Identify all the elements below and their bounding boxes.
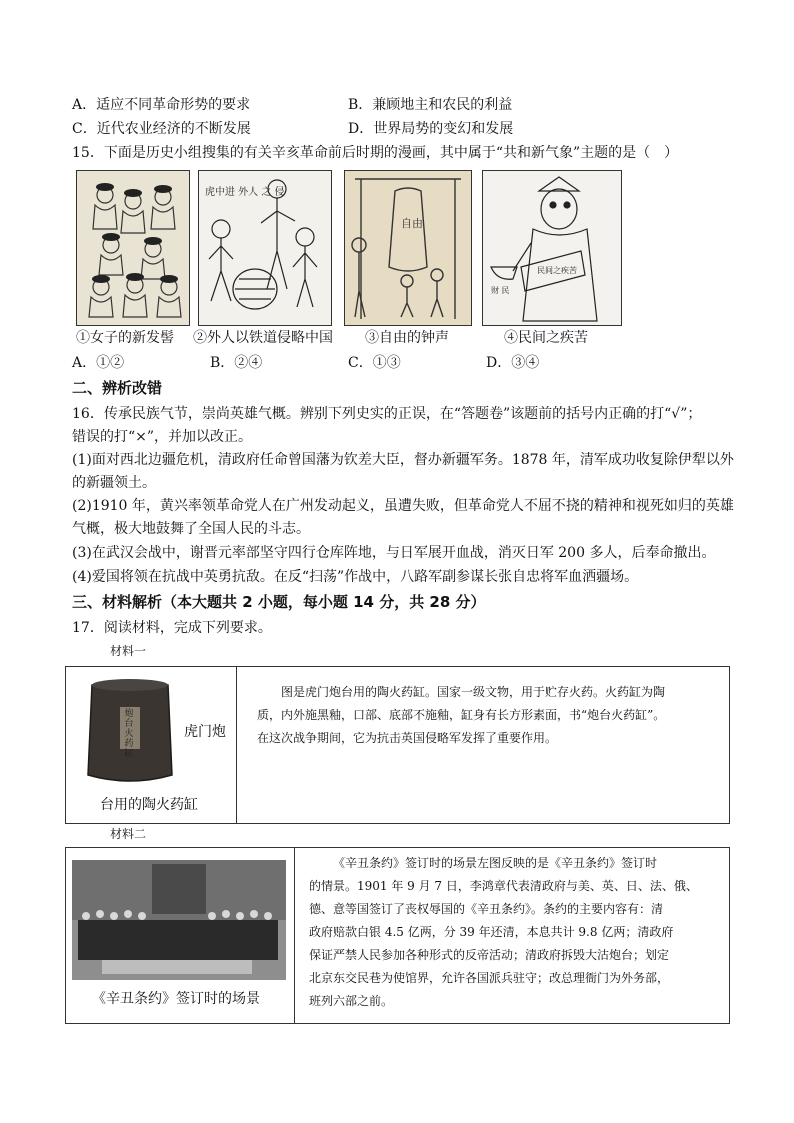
material1-image-side-caption: 虎门炮 [184, 724, 226, 740]
q16-intro-line2: 错误的打“×”，并加以改正。 [72, 429, 253, 445]
material2-table [65, 847, 730, 1024]
q14-option-d: D．世界局势的变幻和发展 [348, 121, 514, 137]
q16-statement3: (3)在武汉会战中，谢晋元率部坚守四行仓库阵地，与日军展开血战，消灭日军 200 多人，后奉命撤出。 [72, 545, 716, 561]
q17-stem: 17．阅读材料，完成下列要求。 [72, 620, 272, 636]
cartoon4-hand-text: 财 民 [491, 286, 510, 295]
section3-title: 三、材料解析（本大题共 2 小题，每小题 14 分，共 28 分） [72, 593, 486, 611]
q14-option-a: A．适应不同革命形势的要求 [72, 97, 251, 113]
q15-option-c: C．①③ [348, 355, 401, 371]
material2-text-line7: 班列六部之前。 [309, 994, 394, 1008]
material2-text-line4: 政府赔款白银 4.5 亿两，分 39 年还清，本息共计 9.8 亿两；清政府 [309, 925, 674, 939]
material2-image-caption: 《辛丑条约》签订时的场景 [92, 991, 260, 1007]
q15-stem: 15．下面是历史小组搜集的有关辛亥革命前后时期的漫画，其中属于“共和新气象”主题的是（ ） [72, 145, 679, 161]
material2-label: 材料二 [110, 827, 147, 841]
material1-label: 材料一 [110, 644, 147, 658]
material2-text-line5: 保证严禁人民参加各种形式的反帝活动；清政府拆毁大沽炮台；划定 [309, 948, 670, 962]
material2-text-line6: 北京东交民巷为使馆界，允许各国派兵驻守；改总理衙门为外务部， [309, 971, 670, 985]
q16-statement4: (4)爱国将领在抗战中英勇抗敌。在反“扫荡”作战中，八路军副参谋长张自忠将军血洒疆场。 [72, 569, 639, 585]
cartoon-women-hairstyles [76, 170, 190, 326]
cartoon-liberty-bell [344, 170, 472, 326]
material1-table [65, 666, 730, 824]
q16-statement2-line2: 气概，极大地鼓舞了全国人民的斗志。 [72, 521, 310, 537]
caption-2: ②外人以铁道侵略中国 [193, 330, 333, 346]
section2-title: 二、辨析改错 [72, 379, 163, 397]
q15-option-d: D．③④ [486, 355, 540, 371]
material1-text-line2: 质，内外施黑釉，口部、底部不施釉，缸身有长方形素面，书“炮台火药缸”。 [257, 708, 666, 722]
material1-image-cell [66, 667, 237, 824]
material2-image-cell [66, 848, 295, 1024]
q16-statement1-line1: (1)面对西北边疆危机，清政府任命曾国藩为钦差大臣，督办新疆军务。1878 年，清军成功收复除伊犁以外 [72, 452, 734, 468]
q15-option-b: B．②④ [210, 355, 263, 371]
treaty-signing-photo [72, 860, 286, 980]
caption-4: ④民间之疾苦 [504, 330, 588, 346]
q16-intro-line1: 16．传承民族气节，崇尚英雄气概。辨别下列史实的正误，在“答题卷”该题前的括号内正确的打“√”； [72, 406, 702, 422]
material1-text-line3: 在这次战争期间，它为抗击英国侵略军发挥了重要作用。 [257, 731, 558, 745]
cartoon-railway-invasion [198, 170, 332, 326]
cartoon2-inscription: 虎中进 外人 之 侵 [205, 187, 285, 198]
material2-text-line2: 的情景。1901 年 9 月 7 日，李鸿章代表清政府与美、英、日、法、俄、 [309, 879, 698, 893]
q15-option-a: A．①② [72, 355, 125, 371]
material1-text-line1: 图是虎门炮台用的陶火药缸。国家一级文物，用于贮存火药。火药缸为陶 [281, 685, 666, 699]
material2-text-cell [295, 848, 730, 1024]
caption-1: ①女子的新发髻 [76, 330, 174, 346]
q14-option-b: B．兼顾地主和农民的利益 [348, 97, 513, 113]
jar-label: 炮台火药缸 [124, 709, 134, 759]
q16-statement1-line2: 的新疆领土。 [72, 475, 156, 491]
cartoon3-bell-text: 自由 [401, 217, 423, 230]
q16-statement2-line1: (2)1910 年，黄兴率领革命党人在广州发动起义，虽遭失败，但革命党人不屈不挠的精神和视死如归的英雄 [72, 498, 734, 514]
material1-image-caption: 台用的陶火药缸 [100, 797, 198, 813]
caption-3: ③自由的钟声 [365, 330, 449, 346]
material2-text-line1: 《辛丑条约》签订时的场景左图反映的是《辛丑条约》签订时 [333, 856, 658, 870]
cartoon-people-suffering [482, 170, 622, 326]
material2-text-line3: 德、意等国签订了丧权辱国的《辛丑条约》。条约的主要内容有：清 [309, 902, 664, 916]
material1-text-cell [237, 667, 730, 824]
q14-option-c: C．近代农业经济的不断发展 [72, 121, 251, 137]
cartoon4-scroll-text: 民间之疾苦 [537, 266, 577, 275]
